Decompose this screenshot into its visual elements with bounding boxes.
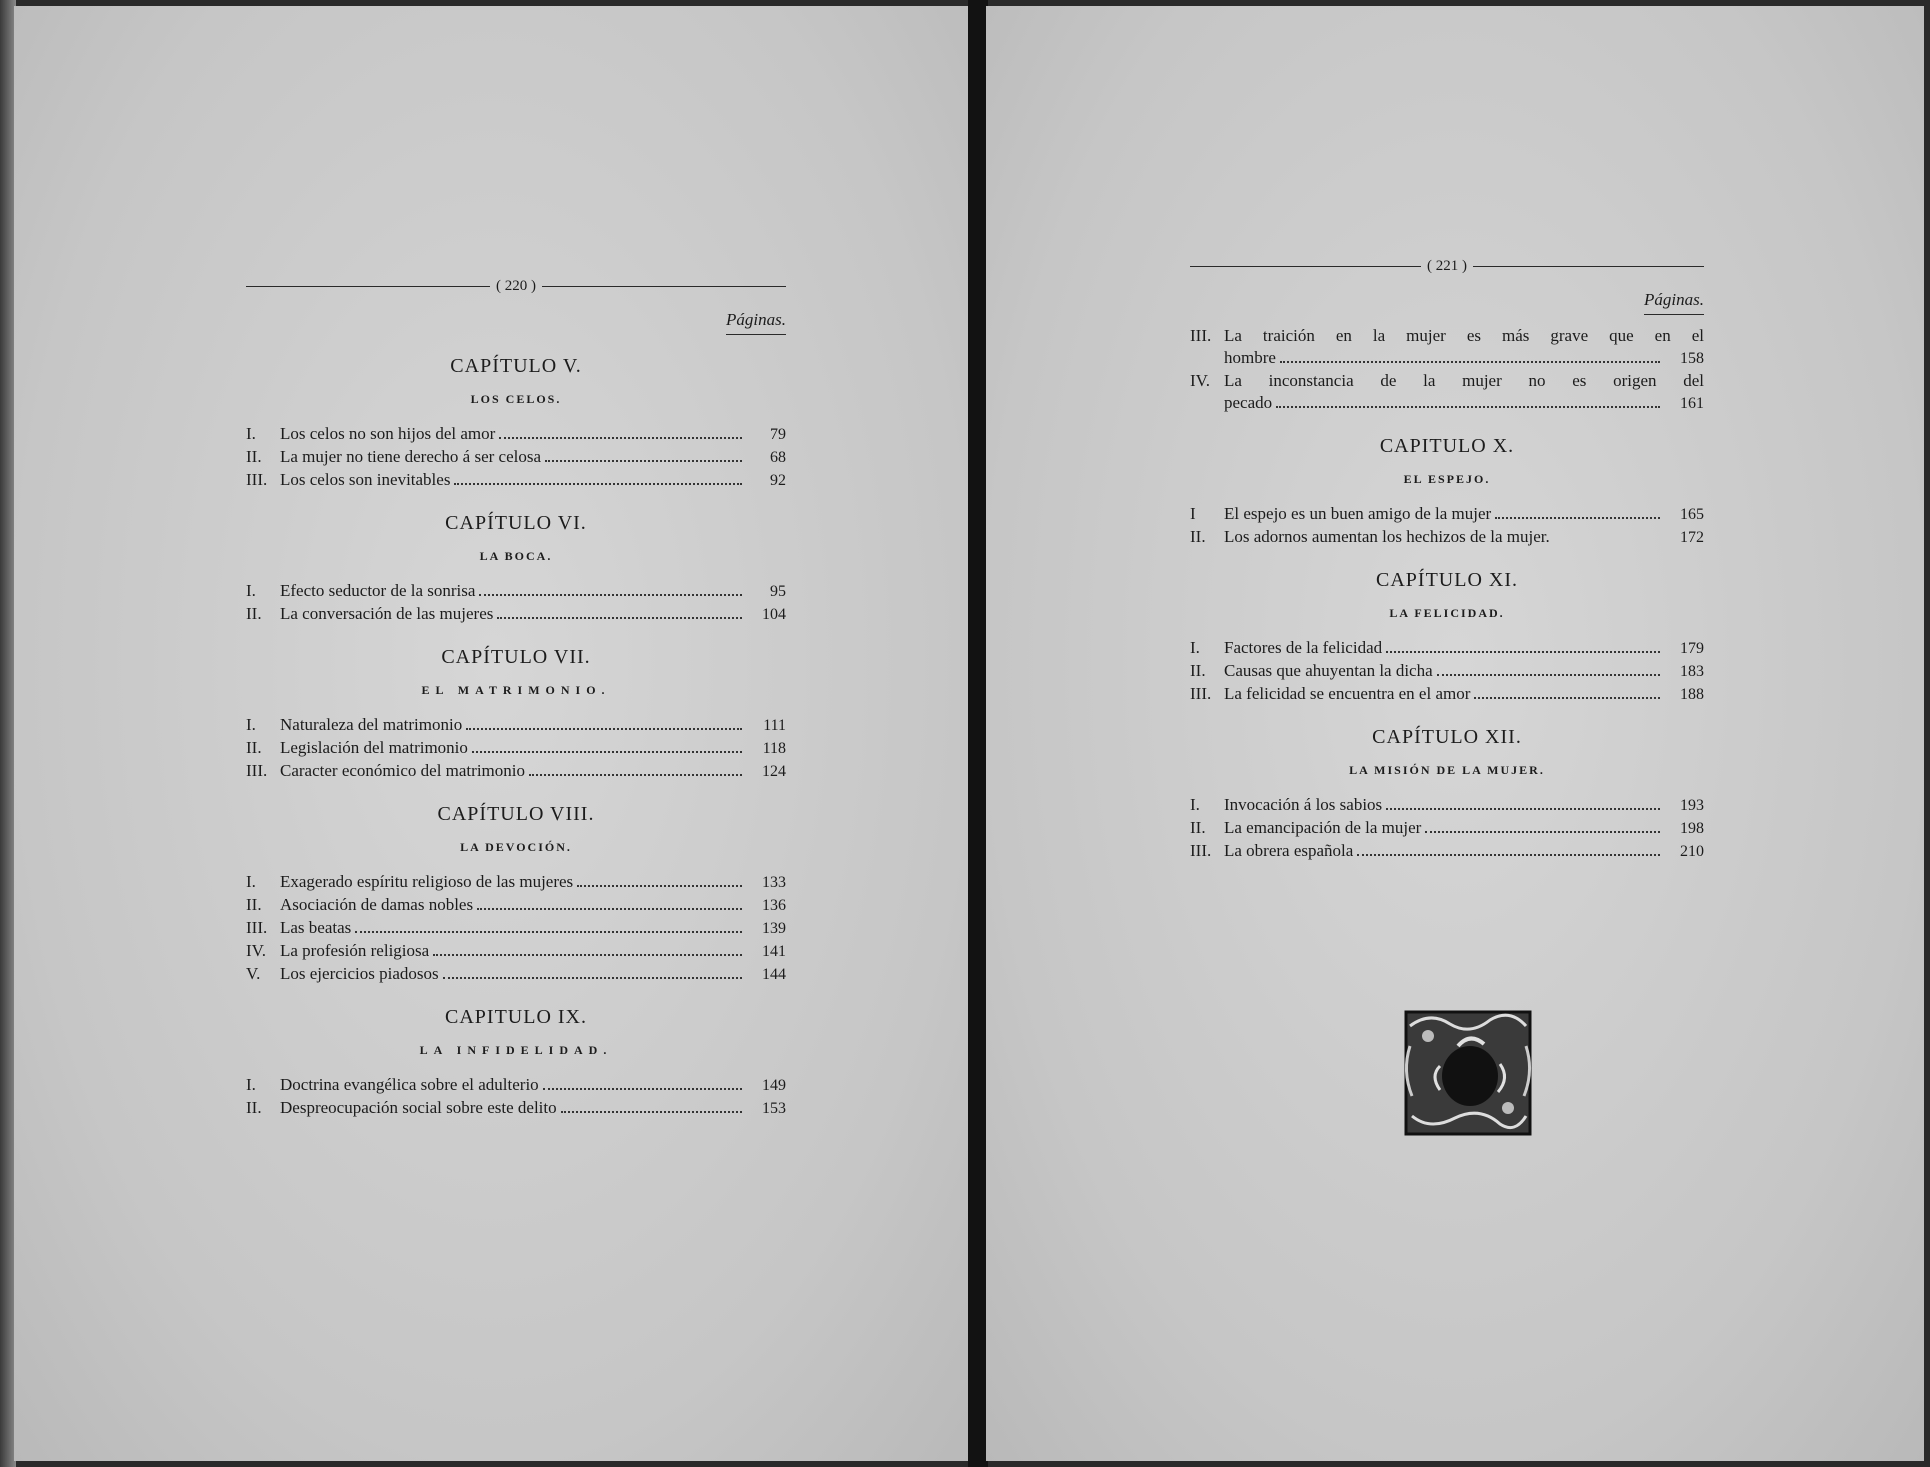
entry-page: 141 xyxy=(762,943,786,960)
entry-roman: II. xyxy=(1190,527,1206,546)
toc-entry[interactable] xyxy=(246,760,786,783)
toc-entry[interactable] xyxy=(246,737,786,760)
chapter-title: CAPÍTULO V. xyxy=(450,355,582,377)
toc-entry[interactable] xyxy=(246,446,786,469)
header-rule xyxy=(1473,266,1704,267)
toc-entry[interactable] xyxy=(246,1074,786,1097)
paginas-label: Páginas. xyxy=(246,310,786,335)
chapter-subtitle: EL ESPEJO. xyxy=(1403,472,1491,486)
entry-roman: I xyxy=(1190,504,1196,523)
entry-roman: I. xyxy=(246,424,256,443)
entry-page: 68 xyxy=(770,449,786,466)
entry-roman: II. xyxy=(246,895,262,914)
dot-leader xyxy=(1357,854,1660,856)
dot-leader xyxy=(454,483,742,485)
entry-page: 153 xyxy=(762,1100,786,1117)
entry-page: 136 xyxy=(762,897,786,914)
chapter-subtitle: LOS CELOS. xyxy=(470,392,562,406)
entry-roman: I. xyxy=(246,715,256,734)
entry-page: 95 xyxy=(770,583,786,600)
dot-leader xyxy=(1495,517,1660,519)
chapter-subtitle: LA MISIÓN DE LA MUJER. xyxy=(1349,763,1545,777)
entry-title: Legislación del matrimonio xyxy=(280,738,468,757)
chapter-title: CAPÍTULO XI. xyxy=(1376,569,1518,591)
dot-leader xyxy=(545,460,742,462)
toc-entry[interactable] xyxy=(1190,683,1704,706)
toc-entry[interactable] xyxy=(246,469,786,492)
entry-roman: V. xyxy=(246,964,261,983)
entry-page: 149 xyxy=(762,1077,786,1094)
entry-title: Los adornos aumentan los hechizos de la mujer. xyxy=(1224,527,1550,546)
entry-title: La profesión religiosa xyxy=(280,941,430,960)
entry-title: La mujer no tiene derecho á ser celosa xyxy=(280,447,542,466)
entry-page: 198 xyxy=(1680,820,1704,837)
entry-roman: I. xyxy=(246,872,256,891)
chapter-title: CAPÍTULO VIII. xyxy=(437,803,595,825)
entry-title: Factores de la felicidad xyxy=(1224,638,1383,657)
chapter-subtitle: LA FELICIDAD. xyxy=(1389,606,1505,620)
header-rule xyxy=(1190,266,1421,267)
entry-title-cont: hombre xyxy=(1224,348,1276,367)
dot-leader xyxy=(355,931,742,933)
dot-leader xyxy=(529,774,742,776)
entry-title: La inconstancia de la mujer no es origen del xyxy=(1224,371,1704,390)
toc-entry[interactable] xyxy=(1190,660,1704,683)
entry-page: 139 xyxy=(762,920,786,937)
entry-page: 133 xyxy=(762,874,786,891)
entry-title: Causas que ahuyentan la dicha xyxy=(1224,661,1433,680)
entry-roman: IV. xyxy=(246,941,266,960)
toc-entry[interactable] xyxy=(1190,794,1704,817)
entry-page: 118 xyxy=(762,740,786,757)
entry-title: Despreocupación social sobre este delito xyxy=(280,1098,557,1117)
entry-title: El espejo es un buen amigo de la mujer xyxy=(1224,504,1492,523)
chapter-title: CAPÍTULO XII. xyxy=(1372,726,1522,748)
entry-title: Efecto seductor de la sonrisa xyxy=(280,581,476,600)
toc-entry[interactable] xyxy=(246,940,786,963)
entry-roman: II. xyxy=(246,447,262,466)
entry-roman: II. xyxy=(246,738,262,757)
page-header xyxy=(246,276,786,296)
decorative-vignette-icon xyxy=(1400,1006,1536,1140)
dot-leader xyxy=(1437,674,1660,676)
entry-page: 188 xyxy=(1680,686,1704,703)
toc-entry[interactable] xyxy=(246,1097,786,1120)
toc-entry[interactable] xyxy=(246,894,786,917)
toc-entry[interactable] xyxy=(1190,526,1704,549)
toc-entry[interactable] xyxy=(1190,637,1704,660)
entry-page: 144 xyxy=(762,966,786,983)
dot-leader xyxy=(499,437,742,439)
dot-leader xyxy=(1276,406,1660,408)
entry-roman: I. xyxy=(246,581,256,600)
entry-roman: II. xyxy=(1190,661,1206,680)
dot-leader xyxy=(433,954,742,956)
entry-title: La traición en la mujer es más grave que en el xyxy=(1224,326,1704,345)
dot-leader xyxy=(1386,651,1660,653)
entry-roman: III. xyxy=(246,470,268,489)
entry-page: 172 xyxy=(1680,529,1704,546)
entry-page: 183 xyxy=(1680,663,1704,680)
entry-title: La conversación de las mujeres xyxy=(280,604,494,623)
entry-title: Exagerado espíritu religioso de las mujeres xyxy=(280,872,574,891)
entry-roman: II. xyxy=(246,604,262,623)
dot-leader xyxy=(543,1088,742,1090)
page-number: ( 220 ) xyxy=(496,277,536,294)
dot-leader xyxy=(443,977,742,979)
toc-entry[interactable] xyxy=(246,871,786,894)
entry-roman: III. xyxy=(1190,326,1212,345)
entry-roman: II. xyxy=(1190,818,1206,837)
dot-leader xyxy=(1425,831,1660,833)
entry-title: Naturaleza del matrimonio xyxy=(280,715,463,734)
entry-page: 165 xyxy=(1680,506,1704,523)
entry-title: Los celos son inevitables xyxy=(280,470,451,489)
entry-title: La obrera española xyxy=(1224,841,1354,860)
entry-roman: III. xyxy=(1190,841,1212,860)
entry-page: 193 xyxy=(1680,797,1704,814)
chapter-subtitle: EL MATRIMONIO. xyxy=(421,683,611,697)
entry-page: 79 xyxy=(770,426,786,443)
entry-page: 161 xyxy=(1680,395,1704,412)
entry-roman: II. xyxy=(246,1098,262,1117)
right-page xyxy=(986,6,1924,1461)
dot-leader xyxy=(466,728,742,730)
entry-page: 158 xyxy=(1680,350,1704,367)
entry-title-cont: pecado xyxy=(1224,393,1273,412)
chapter-title: CAPITULO IX. xyxy=(445,1006,587,1028)
dot-leader xyxy=(561,1111,742,1113)
dot-leader xyxy=(1386,808,1660,810)
toc-entry[interactable] xyxy=(246,917,786,940)
chapter-title: CAPITULO X. xyxy=(1379,435,1515,457)
entry-page: 179 xyxy=(1680,640,1704,657)
right-page-content xyxy=(1190,256,1704,863)
entry-roman: I. xyxy=(1190,795,1200,814)
chapter-subtitle: LA BOCA. xyxy=(479,549,553,563)
book-spine xyxy=(968,0,988,1467)
paginas-label: Páginas. xyxy=(1190,290,1704,315)
dot-leader xyxy=(479,594,742,596)
toc-entry[interactable] xyxy=(1190,370,1704,415)
entry-roman: I. xyxy=(246,1075,256,1094)
toc-entry[interactable] xyxy=(246,714,786,737)
dot-leader xyxy=(1474,697,1660,699)
chapter-title: CAPÍTULO VII. xyxy=(441,646,591,668)
entry-title: La felicidad se encuentra en el amor xyxy=(1224,684,1471,703)
entry-page: 210 xyxy=(1680,843,1704,860)
page-header xyxy=(1190,256,1704,276)
chapter-subtitle: LA INFIDELIDAD. xyxy=(419,1043,613,1057)
toc-entry[interactable] xyxy=(246,423,786,446)
dot-leader xyxy=(497,617,742,619)
entry-roman: III. xyxy=(246,918,268,937)
dot-leader xyxy=(1280,361,1660,363)
toc-entry[interactable] xyxy=(246,580,786,603)
entry-title: Los celos no son hijos del amor xyxy=(280,424,496,443)
entry-roman: I. xyxy=(1190,638,1200,657)
entry-title: Las beatas xyxy=(280,918,352,937)
chapter-subtitle: LA DEVOCIÓN. xyxy=(460,840,572,854)
header-rule xyxy=(246,286,490,287)
toc-entry[interactable] xyxy=(246,963,786,986)
toc-entry[interactable] xyxy=(1190,503,1704,526)
left-page xyxy=(14,6,972,1461)
dot-leader xyxy=(577,885,742,887)
entry-page: 124 xyxy=(762,763,786,780)
entry-roman: III. xyxy=(1190,684,1212,703)
page-number: ( 221 ) xyxy=(1427,257,1467,274)
entry-title: Los ejercicios piadosos xyxy=(280,964,439,983)
entry-title: Asociación de damas nobles xyxy=(280,895,474,914)
dot-leader xyxy=(477,908,742,910)
entry-roman: IV. xyxy=(1190,371,1210,390)
dot-leader xyxy=(472,751,742,753)
entry-title: Doctrina evangélica sobre el adulterio xyxy=(280,1075,539,1094)
entry-title: La emancipación de la mujer xyxy=(1224,818,1422,837)
entry-page: 92 xyxy=(770,472,786,489)
chapter-title: CAPÍTULO VI. xyxy=(445,512,587,534)
toc-entry[interactable] xyxy=(1190,325,1704,370)
toc-entry[interactable] xyxy=(246,603,786,626)
entry-page: 111 xyxy=(763,717,786,734)
left-page-content xyxy=(246,276,786,1120)
header-rule xyxy=(542,286,786,287)
entry-title: Caracter económico del matrimonio xyxy=(280,761,525,780)
toc-entry[interactable] xyxy=(1190,840,1704,863)
toc-entry[interactable] xyxy=(1190,817,1704,840)
entry-roman: III. xyxy=(246,761,268,780)
entry-page: 104 xyxy=(762,606,786,623)
entry-title: Invocación á los sabios xyxy=(1224,795,1383,814)
